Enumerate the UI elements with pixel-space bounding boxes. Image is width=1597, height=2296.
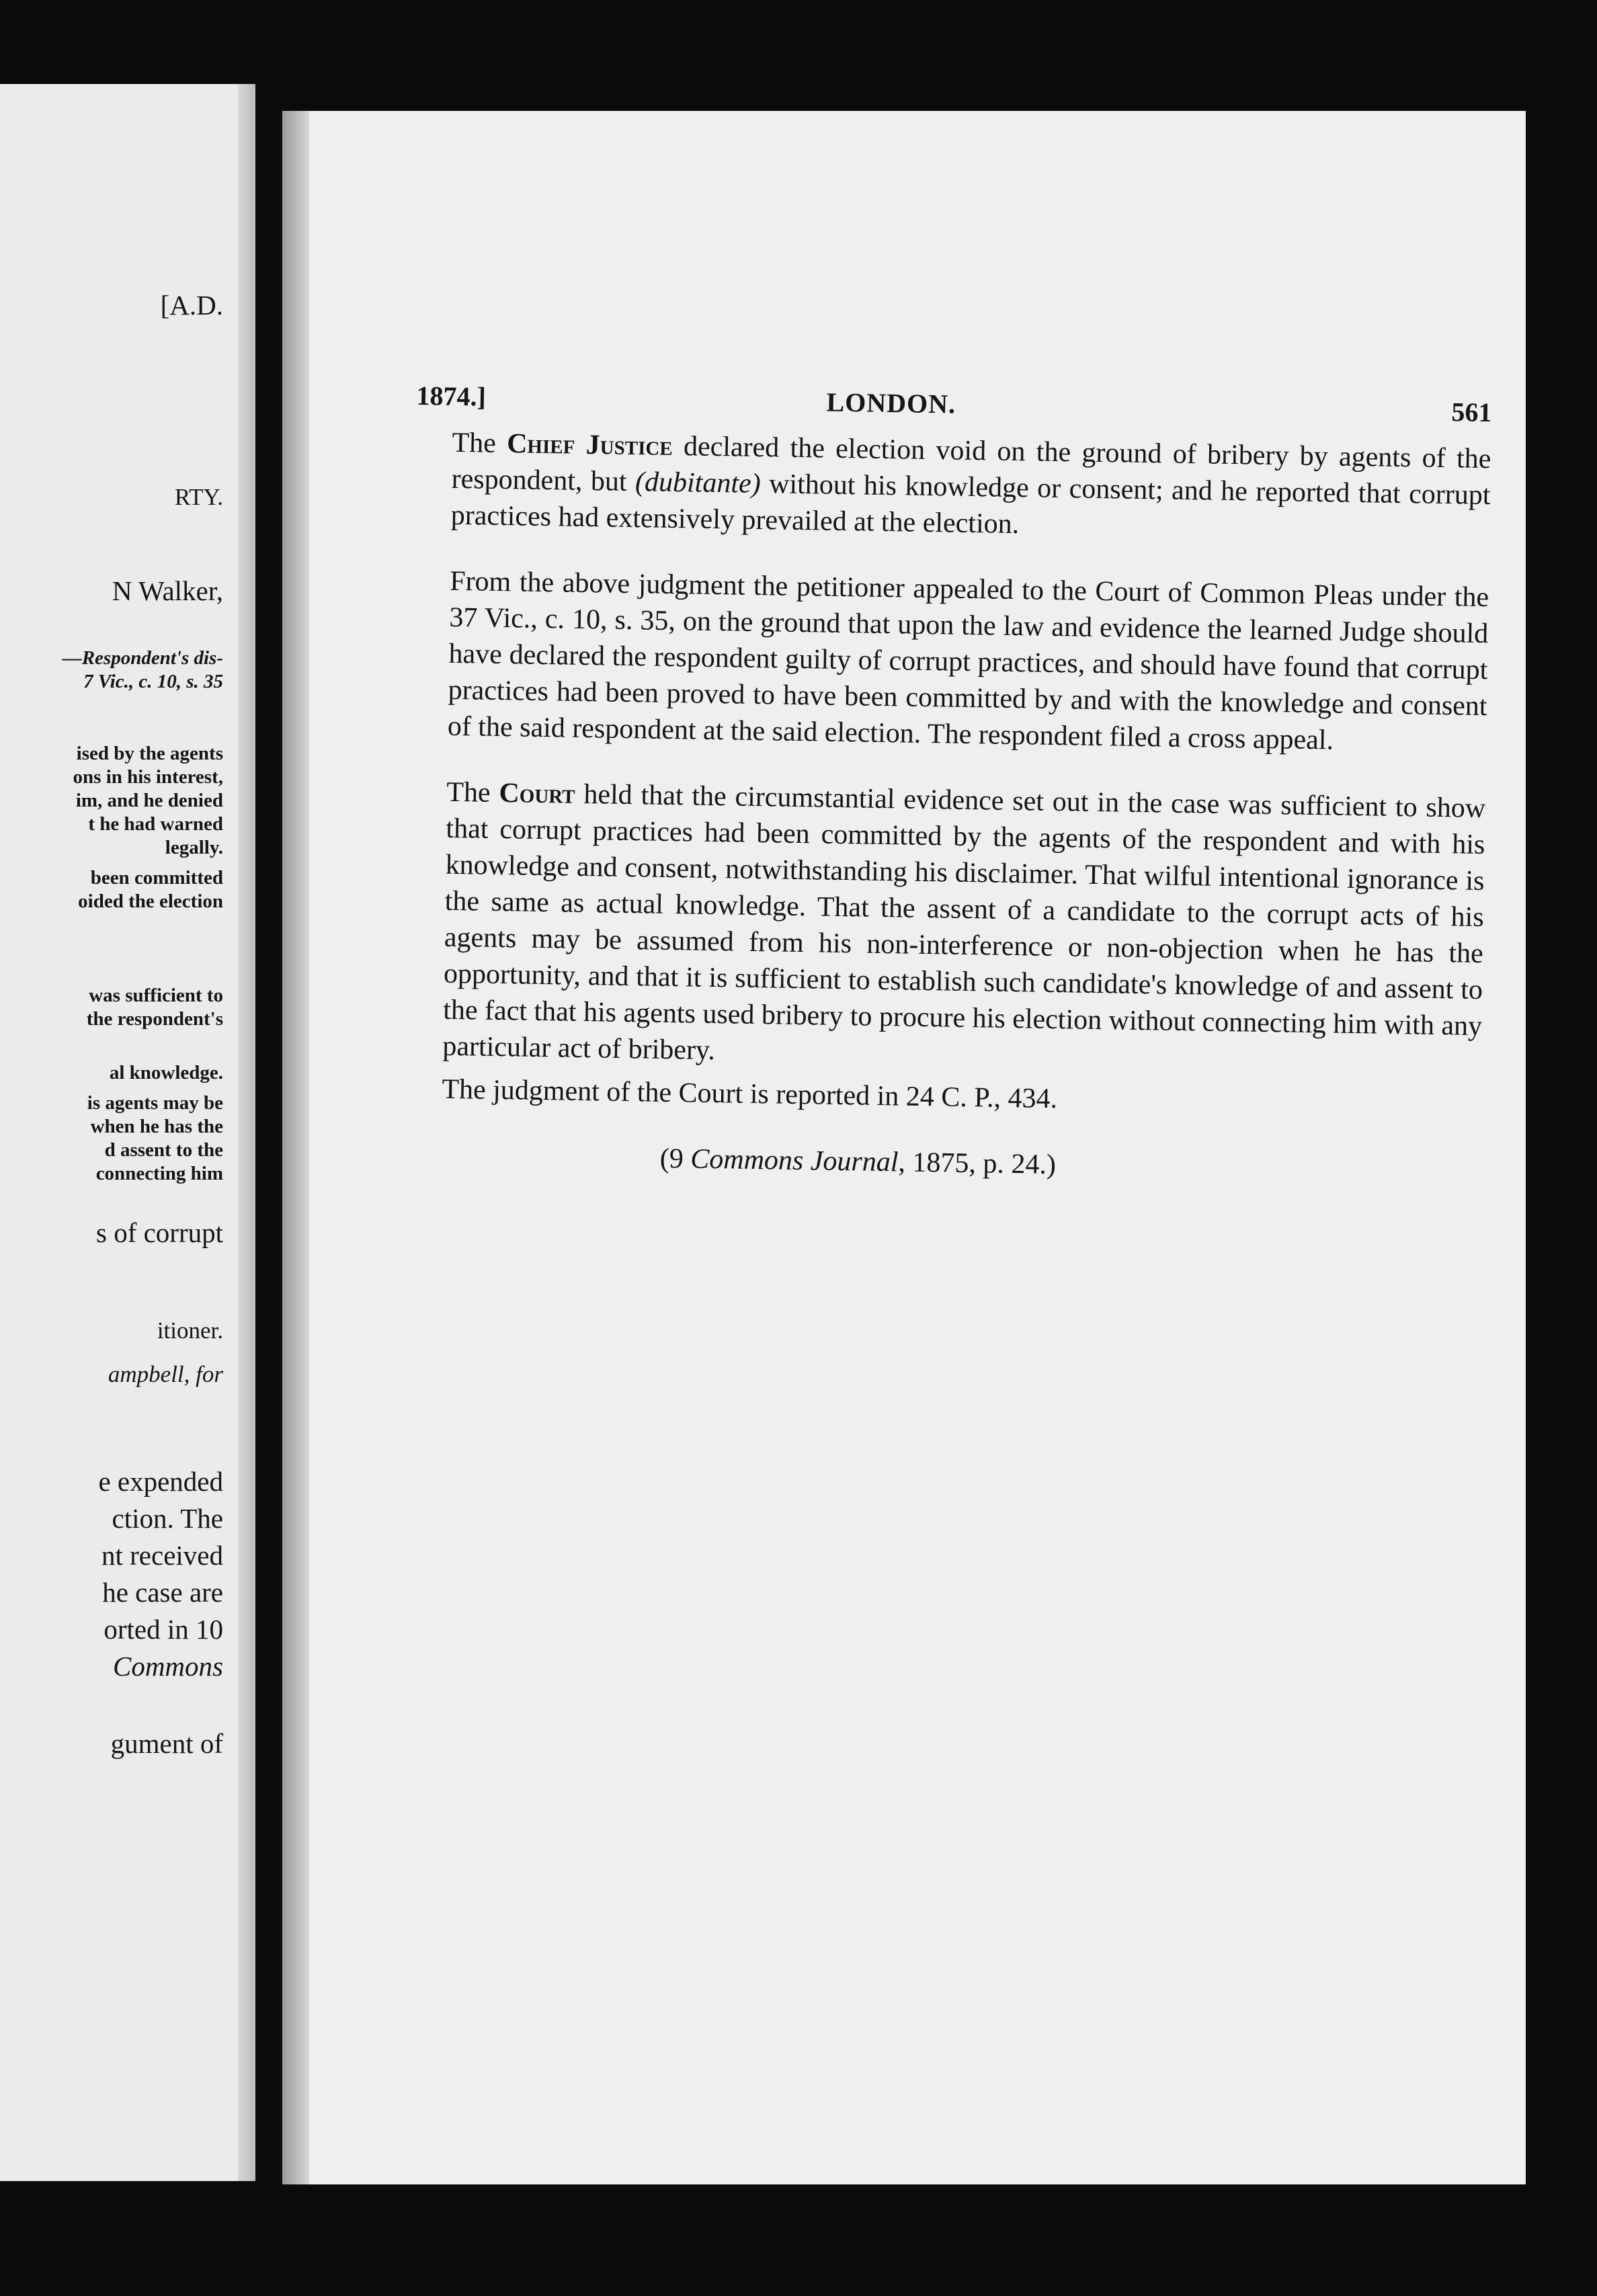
left-page-line: ction. The: [112, 1503, 223, 1534]
left-page-line: d assent to the: [104, 1139, 223, 1161]
left-page: [0, 84, 255, 2181]
left-page-line: —Respondent's dis-: [62, 647, 223, 669]
left-page-line: 7 Vic., c. 10, s. 35: [83, 671, 223, 692]
left-page-line: oided the election: [78, 891, 223, 912]
paragraph-judgment-reported: The judgment of the Court is reported in 24 C. P., 434.: [442, 1073, 1058, 1115]
paragraph-court-held: The Court held that the circumstantial evidence set out in the case was sufficient to show that corrupt practices had been committed by the agents of the respondent and with his knowledge and consent, notwithstanding his disclaimer. That wilful intentional ignorance is the same as actual knowledge. That the assent of a candidate to the corrupt acts of his agents may be assumed from his non-interference or non-objection when he has the opportunity, and that it is sufficient to establish such candidate's knowledge of and assent to the fact that his agents used bribery to procure his election without connecting him with any particular act of bribery.: [442, 776, 1486, 1067]
page-text-block: [404, 380, 1491, 1190]
left-page-line: when he has the: [90, 1116, 223, 1137]
left-page-line: im, and he denied: [75, 790, 223, 811]
left-page-line: Commons: [112, 1651, 223, 1682]
page-number: 561: [1451, 397, 1492, 428]
page-gutter: [238, 84, 255, 2181]
left-page-line: nt received: [101, 1540, 223, 1571]
left-page-line: al knowledge.: [109, 1062, 223, 1083]
journal-citation: (9 Commons Journal, 1875, p. 24.): [659, 1143, 1057, 1181]
left-page-line: ampbell, for: [108, 1361, 223, 1387]
right-page: [282, 111, 1526, 2184]
left-page-line: s of corrupt: [95, 1217, 223, 1248]
paragraph-chief-justice: The Chief Justice declared the election void on the ground of bribery by agents of the respondent, but (dubitante) without his knowledge or consent; and he reported that corrupt practices had extensively prevailed at the election.: [450, 427, 1491, 540]
left-page-line: been committed: [90, 867, 223, 889]
left-page-line: orted in 10: [104, 1614, 223, 1645]
left-page-line: RTY.: [174, 484, 223, 510]
left-page-line: legally.: [165, 837, 223, 858]
left-page-line: [A.D.: [160, 290, 223, 321]
left-page-line: e expended: [98, 1466, 223, 1497]
left-page-line: ised by the agents: [76, 743, 223, 764]
header-place: LONDON.: [826, 386, 956, 419]
left-page-line: gument of: [110, 1728, 223, 1759]
left-page-line: ons in his interest,: [73, 766, 223, 788]
left-page-line: itioner.: [157, 1317, 223, 1344]
left-page-line: t he had warned: [88, 813, 223, 835]
left-page-line: the respondent's: [86, 1008, 223, 1030]
header-year: 1874.]: [416, 380, 487, 412]
left-page-line: is agents may be: [87, 1092, 223, 1114]
left-page-line: connecting him: [95, 1163, 223, 1184]
left-page-line: he case are: [102, 1577, 223, 1608]
left-page-line: was sufficient to: [89, 985, 223, 1006]
left-page-line: N Walker,: [112, 575, 223, 606]
page-edge-shadow: [282, 111, 309, 2184]
paragraph-appeal: From the above judgment the petitioner appealed to the Court of Common Pleas under the 37 Vic., c. 10, s. 35, on the ground that upon the law and evidence the learned Judge should have declared the respondent guilty of corrupt practices, and should have found that corrupt practices had been proved to have been committed by and with the knowledge and consent of the said respondent at the said election. The respondent filed a cross appeal.: [447, 565, 1489, 756]
